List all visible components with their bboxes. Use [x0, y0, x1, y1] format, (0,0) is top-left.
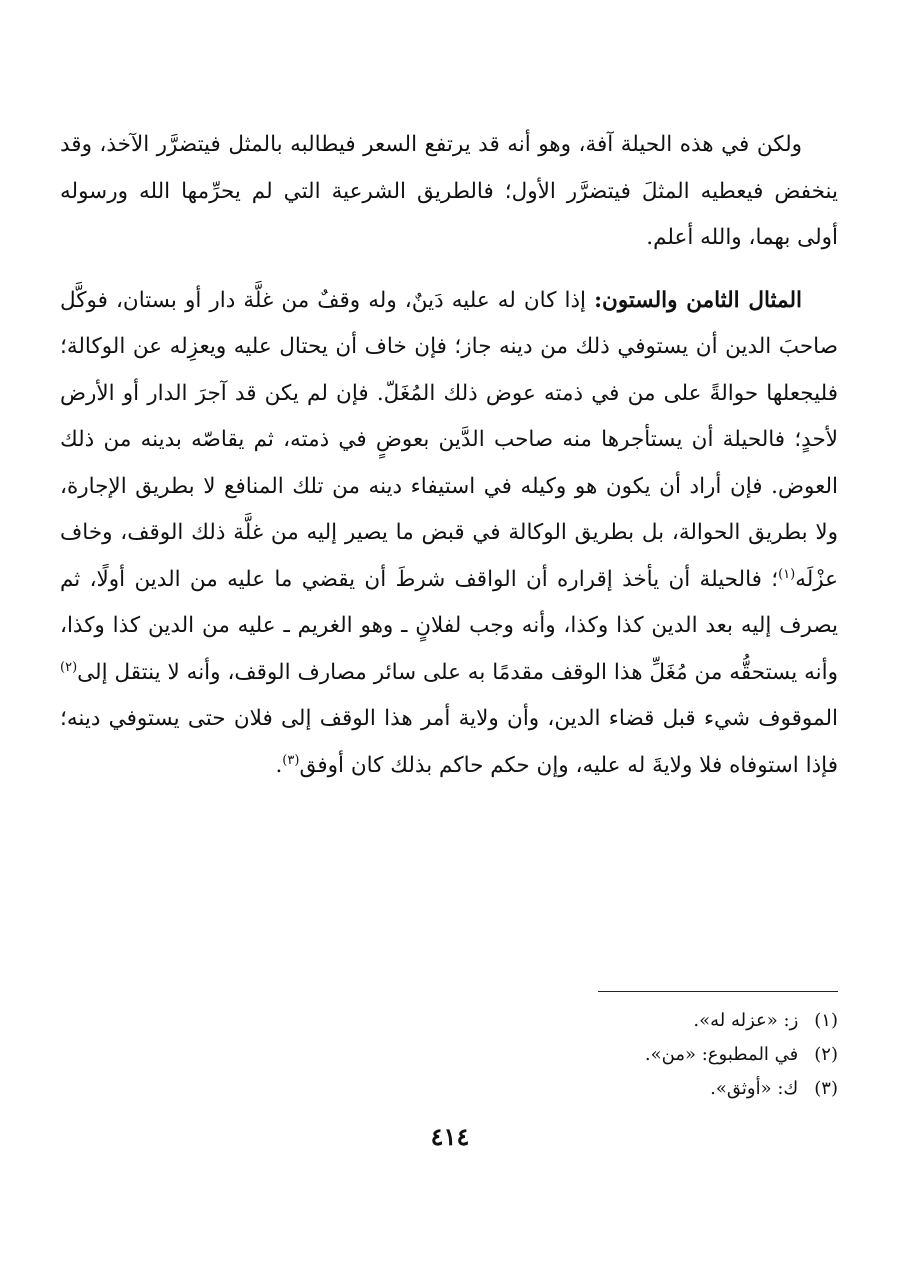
footnote-text: ك: «أوثق». — [710, 1078, 799, 1099]
footnote-text: في المطبوع: «من». — [644, 1044, 799, 1065]
footnote-text: ز: «عزله له». — [693, 1010, 799, 1031]
footnotes-list — [338, 1004, 838, 1106]
paragraph-1-text: ولكن في هذه الحيلة آفة، وهو أنه قد يرتفع السعر فيطالبه بالمثل فيتضرَّر الآخذ، وقد ينخفض فيعطيه المثلَ فيتضرَّر الأول؛ فالطريق الشرعية التي لم يحرِّمها الله ورسوله أولى بهما، والله أعلم. — [60, 132, 838, 250]
main-text — [60, 122, 838, 789]
footnote-divider — [598, 991, 838, 992]
footnote-item — [338, 1004, 838, 1038]
paragraph-2-text-b: ؛ فالحيلة أن يأخذ إقراره أن الواقف شرطَ أن يقضي ما عليه من الدين أولًا، ثم يصرف إليه بعد الدين كذا وكذا، وأنه وجب لفلانٍ ـ وهو الغريم ـ عليه من الدين كذا وكذا، وأنه يستحقُّه من مُغَلِّ هذا الوقف مقدمًا به على سائر مصارف الوقف، وأنه لا ينتقل إلى — [60, 566, 838, 685]
paragraph-1 — [60, 122, 838, 262]
footnote-ref-3[interactable]: (٣) — [282, 752, 300, 768]
footnote-number: (٣) — [814, 1078, 838, 1099]
footnote-number: (٢) — [814, 1044, 838, 1065]
footnote-ref-1[interactable]: (١) — [778, 566, 796, 582]
footnote-item — [338, 1072, 838, 1106]
page-number: ٤١٤ — [430, 1122, 470, 1151]
paragraph-2-text-c: الموقوف شيء قبل قضاء الدين، وأن ولاية أمر هذا الوقف إلى فلان حتى يستوفي دينه؛ فإذا استوفاه فلا ولايةَ له عليه، وإن حكم حاكم بذلك كان أوفق — [60, 706, 838, 778]
footnote-ref-2[interactable]: (٢) — [60, 659, 78, 675]
footnote-number: (١) — [814, 1010, 838, 1031]
paragraph-2 — [60, 278, 838, 790]
paragraph-2-text-a: إذا كان له عليه دَينٌ، وله وقفٌ من غلَّة دار أو بستان، فوكَّل صاحبَ الدين أن يستوفي ذلك من دينه جاز؛ فإن خاف أن يحتال عليه ويعزِله عن الوكالة؛ فليجعلها حوالةً على من في ذمته عوض ذلك المُغَلّ. فإن لم يكن قد آجرَ الدار أو الأرض لأحدٍ؛ فالحيلة أن يستأجرها منه صاحب الدَّين بعوضٍ في ذمته، ثم يقاصّه بدينه من ذلك العوض. فإن أراد أن يكون هو وكيله في استيفاء دينه من تلك المنافع لا بطريق الإجارة، ولا بطريق الحوالة، بل بطريق الوكالة في قبض ما يصير إليه من غلَّة ذلك الوقف، وخاف عزْلَه — [60, 287, 838, 592]
example-heading: المثال الثامن والستون: — [594, 287, 802, 313]
footnote-item — [338, 1038, 838, 1072]
paragraph-2-text-d: . — [275, 752, 283, 778]
